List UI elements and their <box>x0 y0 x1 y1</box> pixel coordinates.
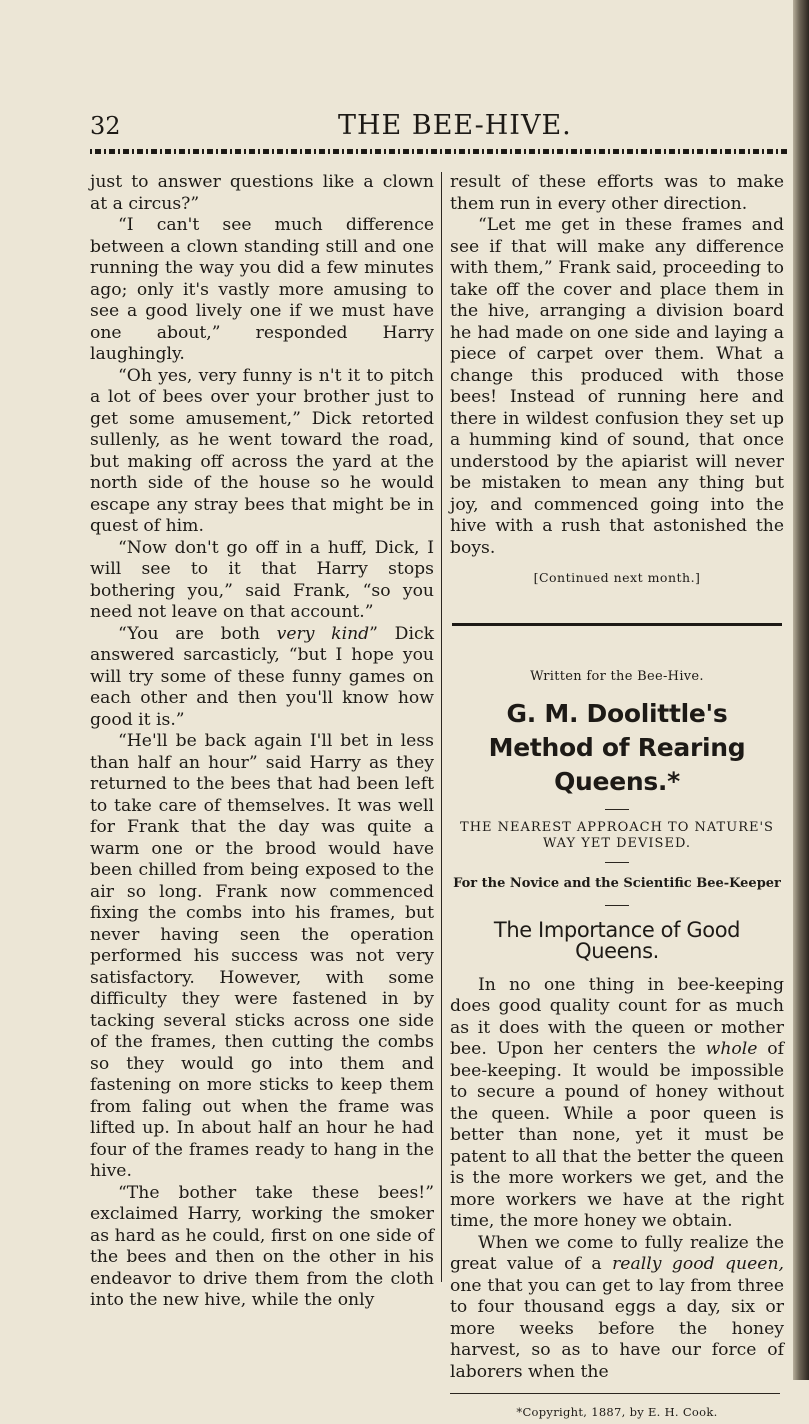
text-run: ” Dick answered sarcasticly, “but I hope you will try some of these funny games on each other and then you'll know how good it is.” <box>90 623 434 730</box>
story-paragraph: “He'll be back again I'll bet in less than half an hour” said Harry as they returned to the bees that had been left to take care of themselves. It was well for Frank that the day was quite a warm one or the brood would have been chilled from being exposed to the air so long. Frank now commenced fixing the combs into his frames, but never having seen the operation performed his success was not very satisfactory. However, with some difficulty they were fastened in by tacking several sticks across one side of the frames, then cutting the combs so they would go into them and fastening on more sticks to keep them from faling out when the frame was lifted up. In about half an hour he had four of the frames ready to hang in the hive. <box>90 731 434 1181</box>
text-run: When we come to fully realize the great value of a <box>450 1232 784 1274</box>
story-paragraph: “I can't see much difference between a clown standing still and one running the way you did a few minutes ago; only it's vastly more amusing to see a good lively one if we must have one about,” responded Harry laughingly. <box>90 215 434 364</box>
short-dash <box>605 905 629 906</box>
text-run: “You are both <box>118 623 277 644</box>
italic-run: whole <box>705 1039 758 1059</box>
article-subtitle: THE NEAREST APPROACH TO NATURE'S WAY YET DEVISED. <box>460 820 774 851</box>
italic-run: very kind <box>276 623 370 644</box>
article-title: G. M. Doolittle's Method of Rearing Queens.* <box>488 699 746 796</box>
article-paragraph <box>450 1233 784 1384</box>
section-heading: The Importance of Good Queens. <box>493 917 741 963</box>
right-column <box>450 172 784 1424</box>
written-for-line: Written for the Bee-Hive. <box>530 668 704 684</box>
story-paragraph-kind <box>90 624 434 732</box>
short-dash <box>605 862 629 863</box>
short-dash <box>605 809 629 810</box>
copyright-footnote: *Copyright, 1887, by E. H. Cook. <box>516 1405 718 1419</box>
section-separator <box>452 623 782 626</box>
text-run: one that you can get to lay from three to four thousand eggs a day, six or more weeks before the honey harvest, so as to have our force of laborers when the <box>450 1275 784 1382</box>
book-spine-shadow <box>793 0 809 1380</box>
italic-run: really good queen, <box>612 1254 784 1274</box>
footnote-rule <box>450 1393 780 1394</box>
ornamental-rule <box>90 149 789 154</box>
story-paragraph: just to answer questions like a clown at a circus?” <box>90 172 434 214</box>
story-paragraph: “Now don't go off in a huff, Dick, I will see to it that Harry stops bothering you,” said Frank, “so you need not leave on that account.” <box>90 537 434 622</box>
continued-note: [Continued next month.] <box>533 570 701 585</box>
page-number: 32 <box>90 112 121 140</box>
story-paragraph: “Let me get in these frames and see if that will make any difference with them,” Frank said, proceeding to take off the cover and place them in the hive, arranging a division board he had made on one side and laying a piece of carpet over them. What a change this produced with those bees! Instead of running here and there in wildest confusion they set up a humming kind of sound, that once understood by the apiarist will never be mistaken to mean any thing but joy, and commenced going into the hive with a rush that astonished the boys. <box>450 215 784 558</box>
article-paragraph <box>450 975 784 1233</box>
running-title: THE BEE-HIVE. <box>338 110 572 141</box>
text-run: In no one thing in bee-keeping does good quality count for as much as it does with the queen or mother bee. Upon her centers the <box>450 974 784 1059</box>
story-paragraph: “The bother take these bees!” exclaimed Harry, working the smoker as hard as he could, first on one side of the bees and then on the other in his endeavor to drive them from the cloth into the new hive, while the only <box>90 1182 434 1310</box>
column-divider <box>441 172 442 1282</box>
article-byline: For the Novice and the Scientific Bee-Keeper <box>453 876 781 891</box>
left-column <box>90 172 434 1312</box>
story-paragraph: “Oh yes, very funny is n't it to pitch a lot of bees over your brother just to get some amusement,” Dick retorted sullenly, as he went toward the road, but making off across the yard at the north side of the house so he would escape any stray bees that might be in quest of him. <box>90 365 434 536</box>
story-paragraph: result of these efforts was to make them run in every other direction. <box>450 172 784 214</box>
text-run: of bee-keeping. It would be impossible to secure a pound of honey without the queen. While a poor queen is better than none, yet it must be patent to all that the better the queen is the more workers we get, and the more workers we have at the right time, the more honey we obtain. <box>450 1039 784 1231</box>
